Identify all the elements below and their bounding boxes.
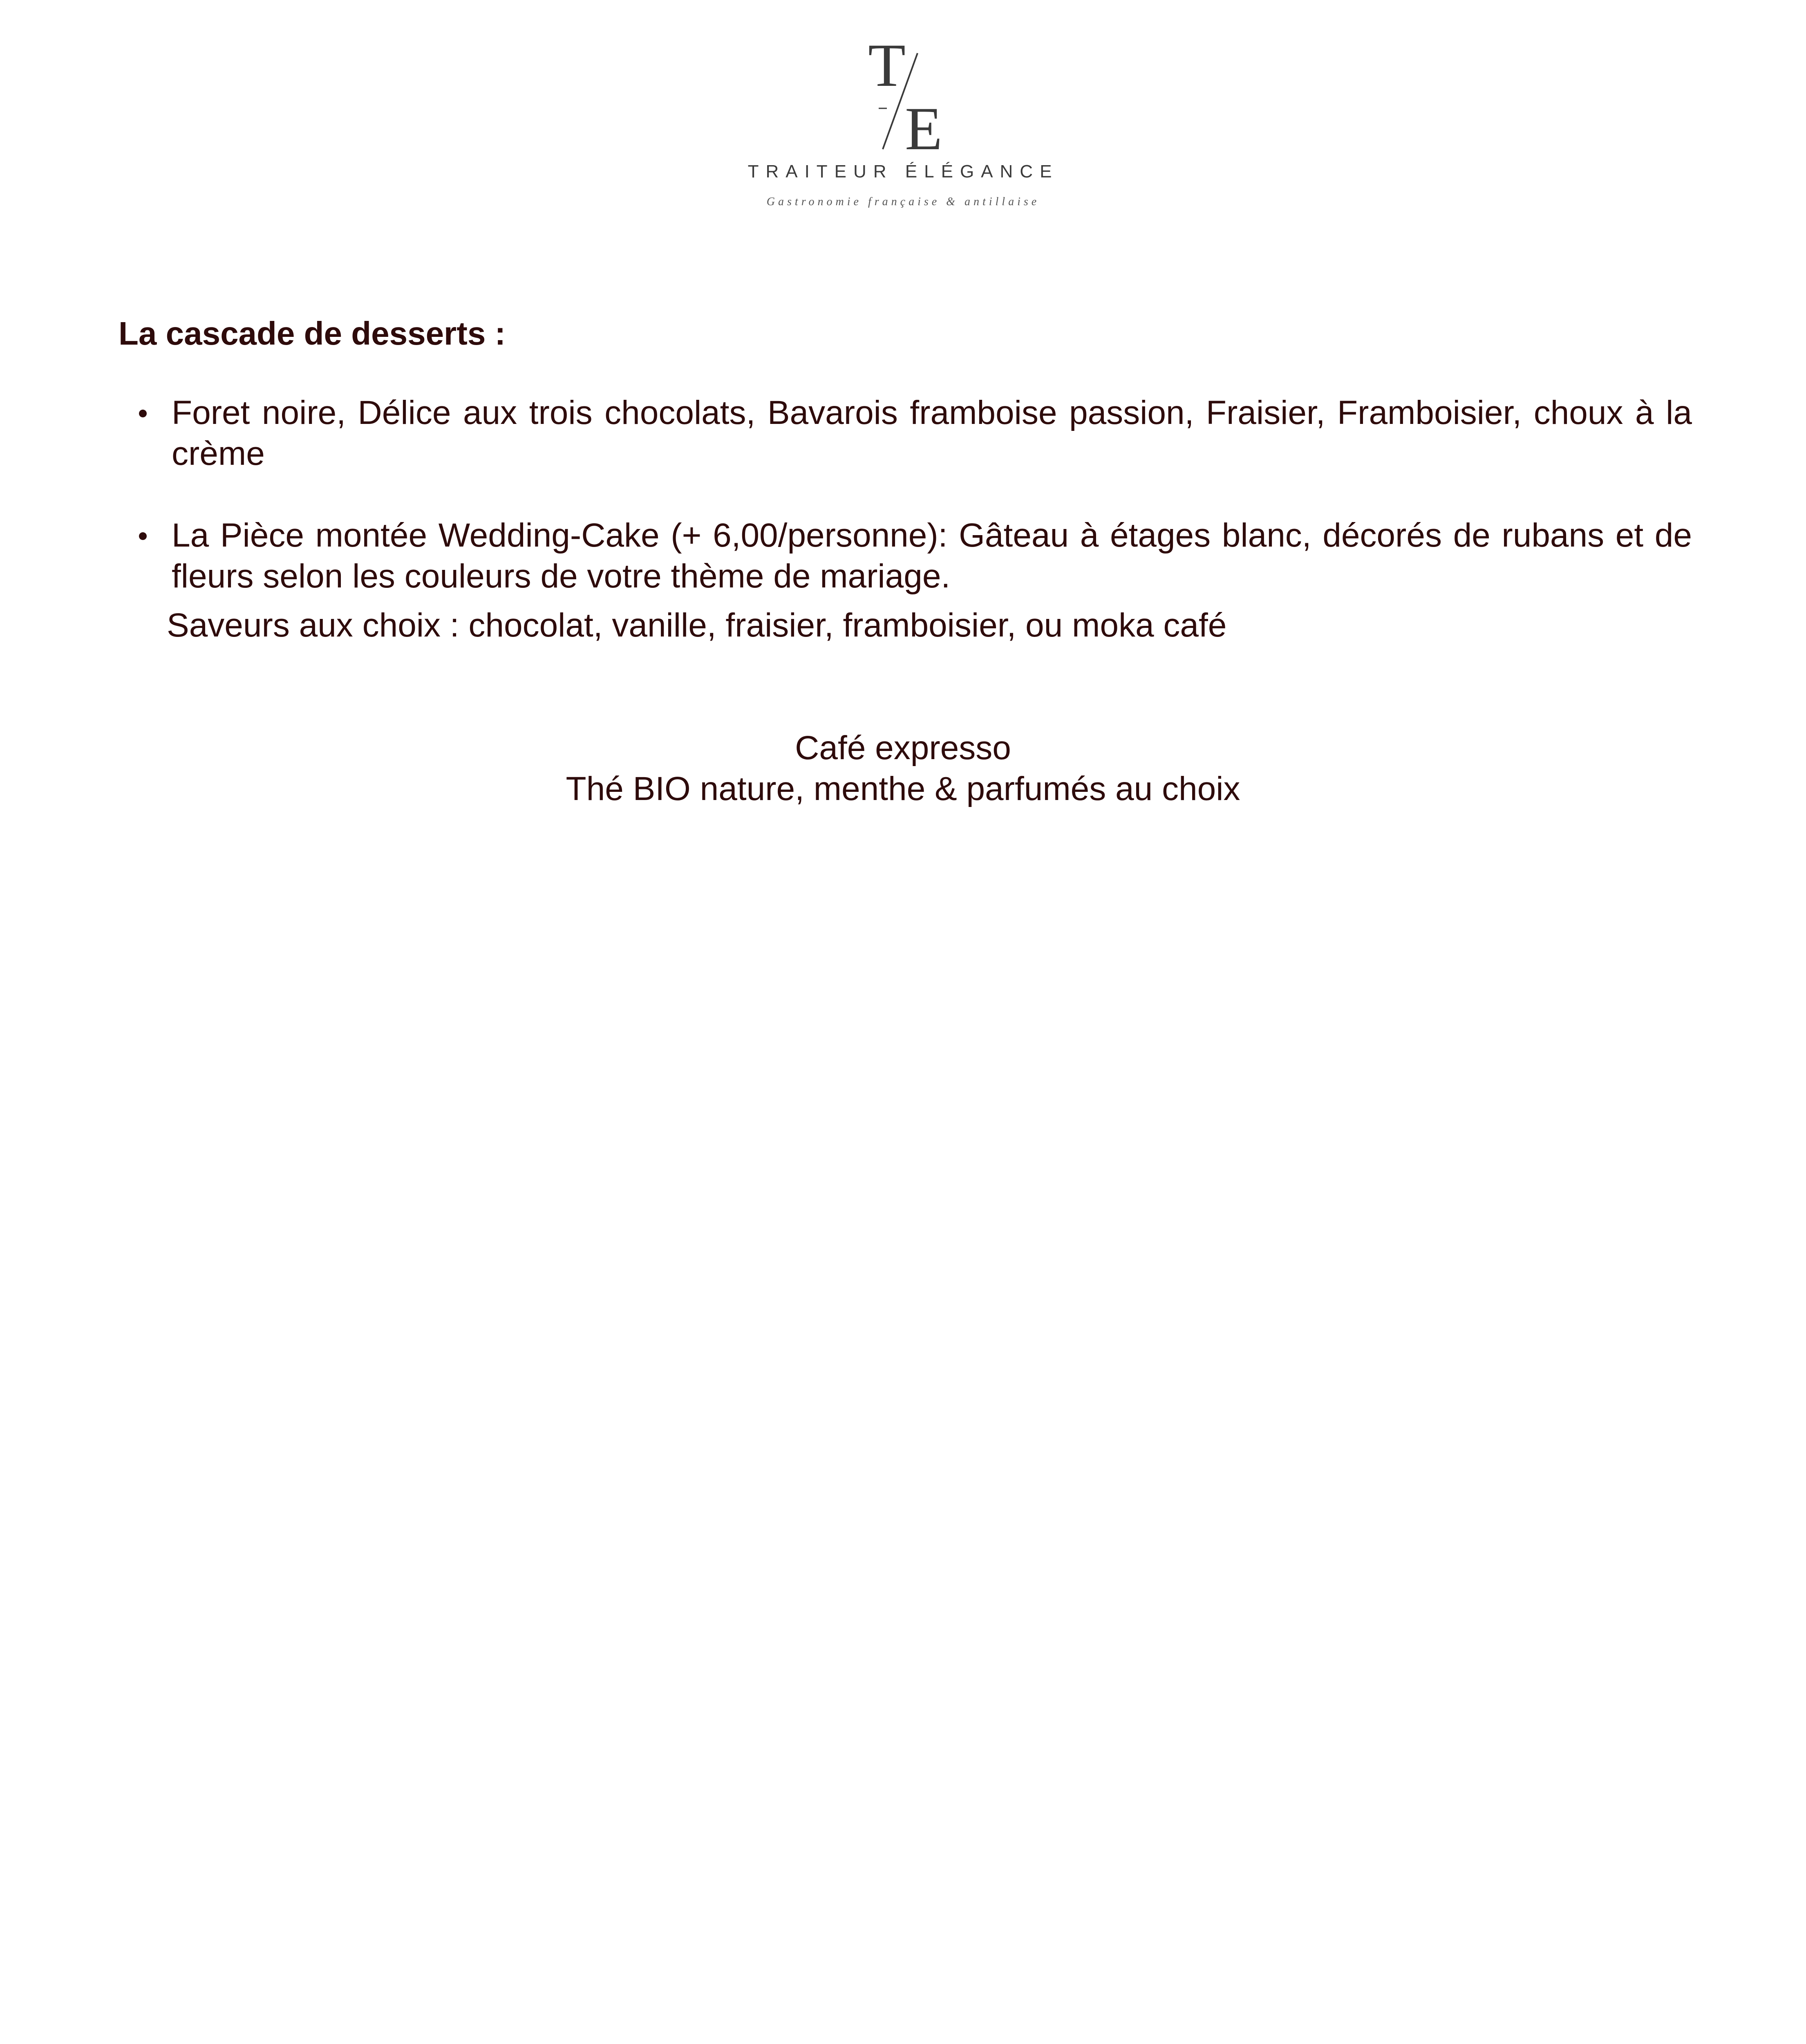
- flavours-line: Saveurs aux choix : chocolat, vanille, fraisier, framboisier, ou moka café: [167, 607, 1227, 644]
- section-title: La cascade de desserts :: [119, 315, 506, 352]
- monogram-logo-icon: [711, 41, 1095, 159]
- drinks-block: [0, 728, 1806, 809]
- brand-name: TRAITEUR ÉLÉGANCE: [747, 161, 1059, 182]
- list-item: Foret noire, Délice aux trois chocolats, Bavarois framboise passion, Fraisier, Framboisier, choux à la crème: [119, 392, 1692, 474]
- monogram-letter-t: T: [868, 41, 906, 99]
- list-item: La Pièce montée Wedding-Cake (+ 6,00/personne): Gâteau à étages blanc, décorés de rubans et de fleurs selon les couleurs de votre thème de mariage.: [119, 515, 1692, 597]
- dessert-list: [119, 392, 1692, 597]
- drinks-line-coffee: Café expresso: [795, 729, 1011, 766]
- brand-tagline: Gastronomie française & antillaise: [766, 195, 1040, 208]
- brand-logo: [711, 41, 1095, 217]
- monogram-letter-e: E: [905, 95, 942, 159]
- drinks-line-tea: Thé BIO nature, menthe & parfumés au choix: [566, 770, 1240, 807]
